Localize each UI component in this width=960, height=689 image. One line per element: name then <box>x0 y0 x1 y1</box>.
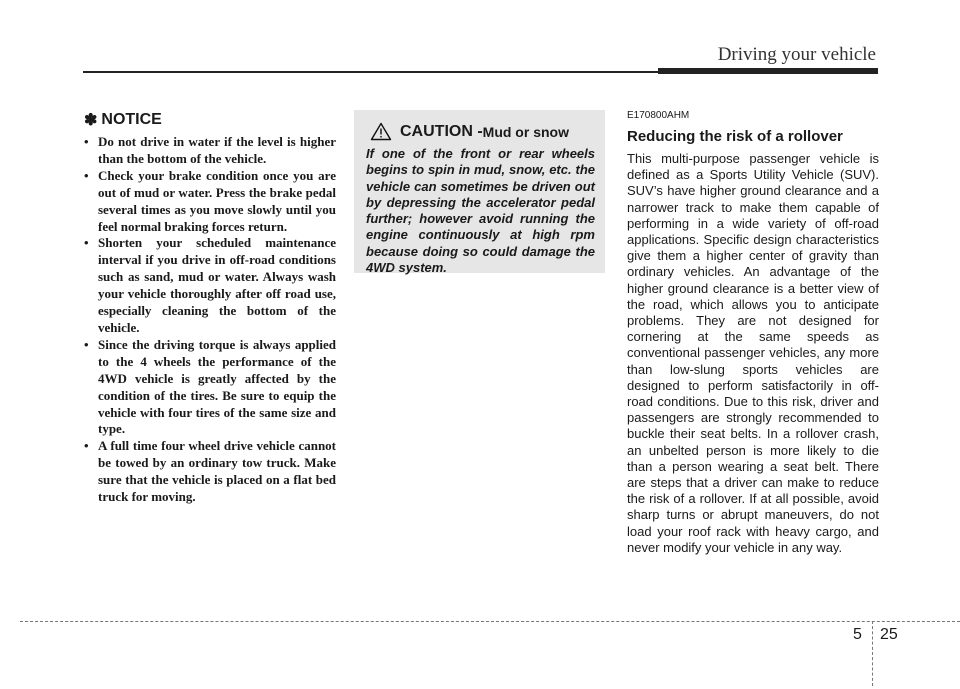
rollover-body: This multi-purpose passenger vehicle is defined as a Sports Utility Vehicle (SUV). SUV’s have higher ground clearance and a narrower track to make them capable of performing in a wide variety of off-road applications. Specific design characteristics give them a higher center of gravity than ordinary vehicles. An advantage of the higher ground clearance is a better view of the road, which allows you to anticipate problems. They are not designed for cornering at the same speeds as conventional passenger vehicles, any more than low-slung sports vehicles are designed to perform satisfactorily in off-road conditions. Due to this risk, driver and passengers are strongly recommended to buckle their seat belts. In a rollover crash, an unbelted person is more likely to die than a person wearing a seat belt. There are steps that a driver can make to reduce the risk of a rollover. If at all possible, avoid sharp turns or abrupt maneuvers, do not load your roof rack with heavy cargo, and never modify your vehicle in any way. <box>627 151 879 555</box>
bullet-icon: • <box>84 438 89 454</box>
notice-item: • A full time four wheel drive vehicle cannot be towed by an ordinary tow truck. Make sure that the vehicle is placed on a flat bed truck for moving. <box>84 438 336 505</box>
caution-title: CAUTION - <box>400 122 483 140</box>
notice-item: • Do not drive in water if the level is higher than the bottom of the vehicle. <box>84 134 336 166</box>
bullet-icon: • <box>84 167 89 183</box>
page-number: 25 <box>880 626 898 643</box>
page-number-divider <box>872 621 873 686</box>
notice-mark-icon: ✽ <box>84 112 98 129</box>
notice-section <box>84 110 336 506</box>
caution-text: If one of the front or rear wheels begins to spin in mud, snow, etc. the vehicle can sometimes be driven out by depressing the accelerator pedal further; however avoid running the engine continuously at high rpm because doing so could damage the 4WD system. <box>366 146 595 276</box>
caution-box <box>354 110 605 276</box>
notice-heading-label: NOTICE <box>101 111 162 128</box>
notice-item: • Check your brake condition once you are out of mud or water. Press the brake pedal several times as you move slowly until you feel normal braking forces return. <box>84 167 336 234</box>
rollover-heading: Reducing the risk of a rollover <box>627 128 843 145</box>
caution-header <box>366 122 595 141</box>
chapter-number: 5 <box>853 626 862 643</box>
rollover-section <box>627 110 879 556</box>
section-code: E170800AHM <box>627 110 690 121</box>
header-rule-accent <box>658 68 878 74</box>
caution-subtitle: Mud or snow <box>482 123 569 140</box>
bullet-icon: • <box>84 336 89 352</box>
notice-heading <box>84 110 336 130</box>
notice-item: • Shorten your scheduled maintenance interval if you drive in off-road conditions such as sand, mud or water. Always wash your vehicle thoroughly after off road use, especially cleaning the bottom of the vehicle. <box>84 235 336 335</box>
warning-triangle-icon <box>370 122 392 141</box>
header-rule <box>83 71 658 73</box>
notice-list <box>84 134 336 506</box>
footer-rule <box>20 621 960 622</box>
section-title: Driving your vehicle <box>717 44 876 65</box>
bullet-icon: • <box>84 235 89 251</box>
bullet-icon: • <box>84 134 89 149</box>
notice-item: • Since the driving torque is always applied to the 4 wheels the performance of the 4WD vehicle is greatly affected by the condition of the tires. Be sure to equip the vehicle with four tires of the same size and type. <box>84 336 336 437</box>
